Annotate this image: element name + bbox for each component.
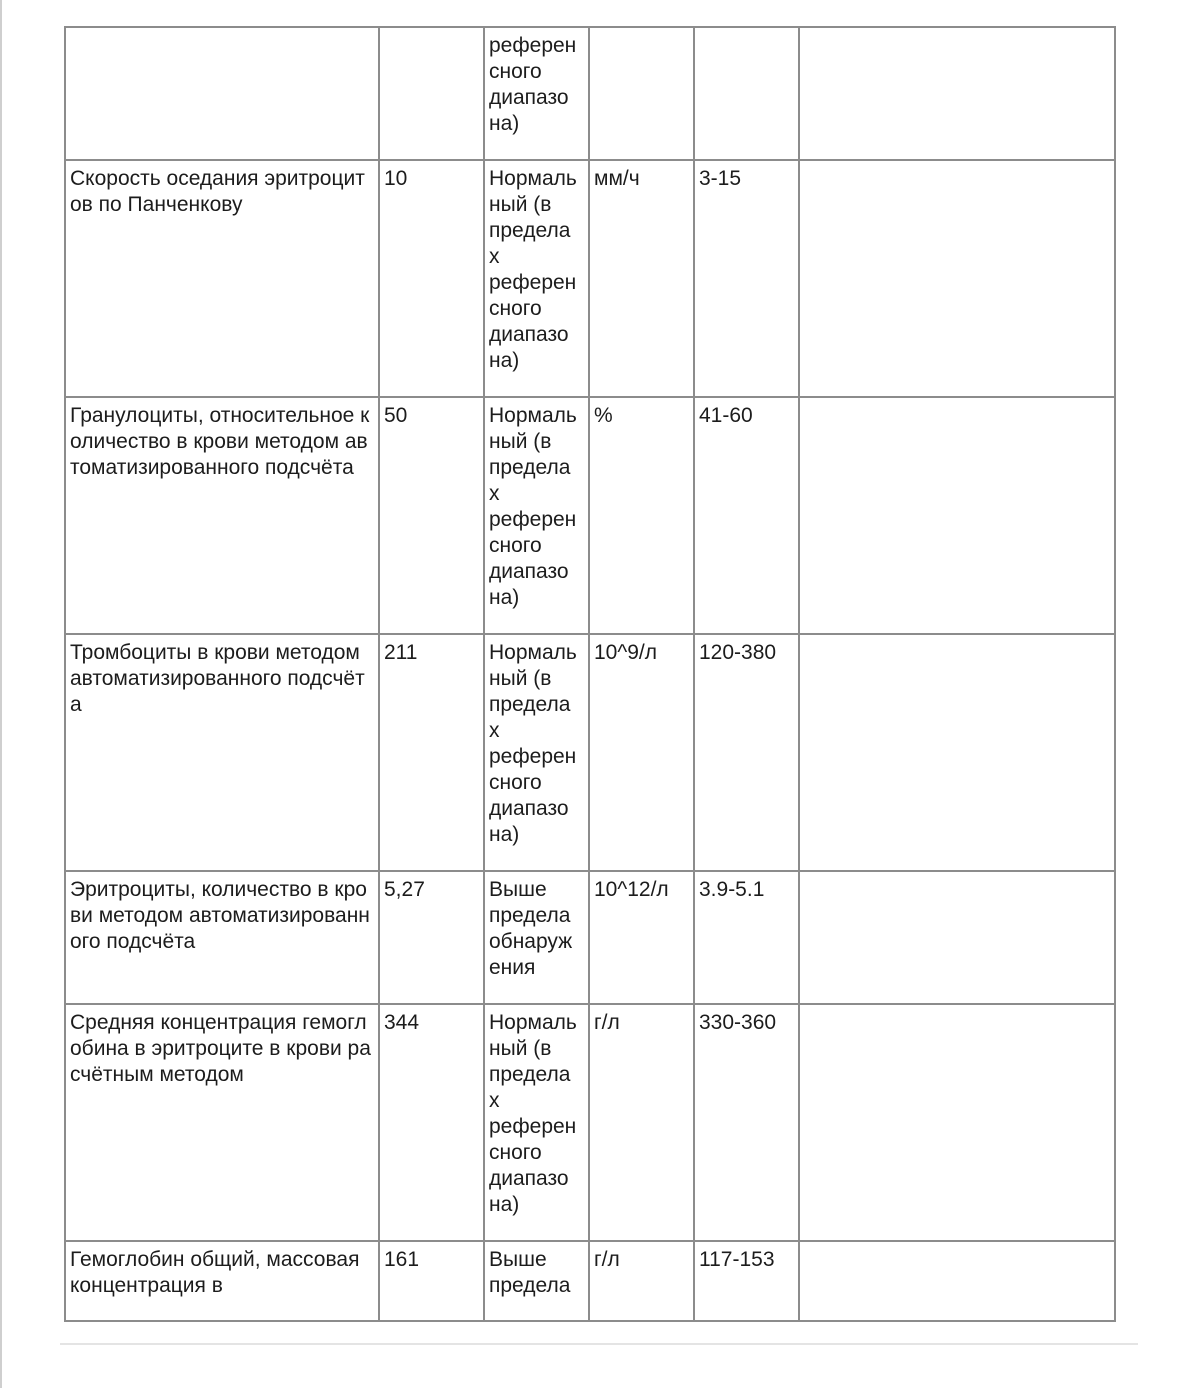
reference-range-text: 330-360	[699, 1011, 777, 1034]
reference-range-text: 117-153	[699, 1248, 775, 1271]
reference-range-text: 120-380	[699, 641, 777, 664]
comment-cell	[799, 27, 1115, 160]
reference-range-cell	[694, 634, 799, 871]
test-name-text: Гранулоциты, относительное количество в крови методом автоматизированного подсчёта	[70, 404, 370, 479]
status-text: Выше предела	[489, 1248, 571, 1297]
result-value-text: 161	[384, 1248, 420, 1271]
comment-cell	[799, 1241, 1115, 1321]
result-value-cell	[379, 1004, 484, 1241]
reference-range-cell	[694, 871, 799, 1004]
table-row	[65, 1004, 1115, 1241]
page-bottom-divider	[60, 1343, 1138, 1345]
result-value-cell	[379, 160, 484, 397]
test-name-cell	[65, 634, 379, 871]
test-name-cell	[65, 27, 379, 160]
test-name-text: Скорость оседания эритроцитов по Панченкову	[70, 167, 365, 216]
test-name-text: Гемоглобин общий, массовая концентрация в	[70, 1248, 360, 1297]
table-row	[65, 871, 1115, 1004]
unit-cell	[589, 1241, 694, 1321]
result-value-text: 344	[384, 1011, 420, 1034]
test-name-cell	[65, 1241, 379, 1321]
status-cell	[484, 1241, 589, 1321]
status-cell	[484, 27, 589, 160]
comment-cell	[799, 1004, 1115, 1241]
reference-range-cell	[694, 27, 799, 160]
status-text: Нормаль ный (в предела х референ сного диапазо на)	[489, 641, 577, 846]
table-row	[65, 634, 1115, 871]
table-row	[65, 1241, 1115, 1321]
status-text: Нормаль ный (в предела х референ сного диапазо на)	[489, 404, 577, 609]
unit-cell	[589, 1004, 694, 1241]
unit-cell	[589, 871, 694, 1004]
unit-text: 10^12/л	[594, 878, 669, 901]
page-left-edge	[0, 0, 2, 1388]
reference-range-cell	[694, 1241, 799, 1321]
status-cell	[484, 871, 589, 1004]
table-row	[65, 397, 1115, 634]
lab-results-table	[64, 26, 1116, 1322]
status-text: Нормаль ный (в предела х референ сного диапазо на)	[489, 1011, 577, 1216]
reference-range-cell	[694, 397, 799, 634]
status-text: Нормаль ный (в предела х референ сного диапазо на)	[489, 167, 577, 372]
result-value-cell	[379, 27, 484, 160]
comment-cell	[799, 160, 1115, 397]
unit-text: г/л	[594, 1248, 620, 1271]
comment-cell	[799, 397, 1115, 634]
test-name-text: Средняя концентрация гемоглобина в эритроците в крови расчётным методом	[70, 1011, 371, 1086]
status-text: Выше предела обнаруж ения	[489, 878, 573, 979]
table-row	[65, 160, 1115, 397]
result-value-text: 10	[384, 167, 408, 190]
table-row	[65, 27, 1115, 160]
unit-cell	[589, 634, 694, 871]
result-value-cell	[379, 397, 484, 634]
test-name-cell	[65, 871, 379, 1004]
status-text: референ сного диапазо на)	[489, 34, 577, 135]
reference-range-cell	[694, 160, 799, 397]
unit-text: 10^9/л	[594, 641, 657, 664]
result-value-text: 5,27	[384, 878, 425, 901]
status-cell	[484, 634, 589, 871]
unit-cell	[589, 27, 694, 160]
status-cell	[484, 397, 589, 634]
test-name-cell	[65, 160, 379, 397]
reference-range-text: 3.9-5.1	[699, 878, 765, 901]
result-value-cell	[379, 1241, 484, 1321]
status-cell	[484, 1004, 589, 1241]
reference-range-text: 3-15	[699, 167, 742, 190]
unit-cell	[589, 397, 694, 634]
test-name-cell	[65, 1004, 379, 1241]
result-value-cell	[379, 634, 484, 871]
test-name-text: Эритроциты, количество в крови методом автоматизированного подсчёта	[70, 878, 370, 953]
unit-cell	[589, 160, 694, 397]
result-value-cell	[379, 871, 484, 1004]
reference-range-cell	[694, 1004, 799, 1241]
comment-cell	[799, 871, 1115, 1004]
result-value-text: 211	[384, 641, 418, 664]
reference-range-text: 41-60	[699, 404, 753, 427]
status-cell	[484, 160, 589, 397]
unit-text: г/л	[594, 1011, 620, 1034]
unit-text: мм/ч	[594, 167, 640, 190]
result-value-text: 50	[384, 404, 408, 427]
test-name-cell	[65, 397, 379, 634]
unit-text: %	[594, 404, 613, 427]
comment-cell	[799, 634, 1115, 871]
test-name-text: Тромбоциты в крови методом автоматизированного подсчёта	[70, 641, 365, 716]
